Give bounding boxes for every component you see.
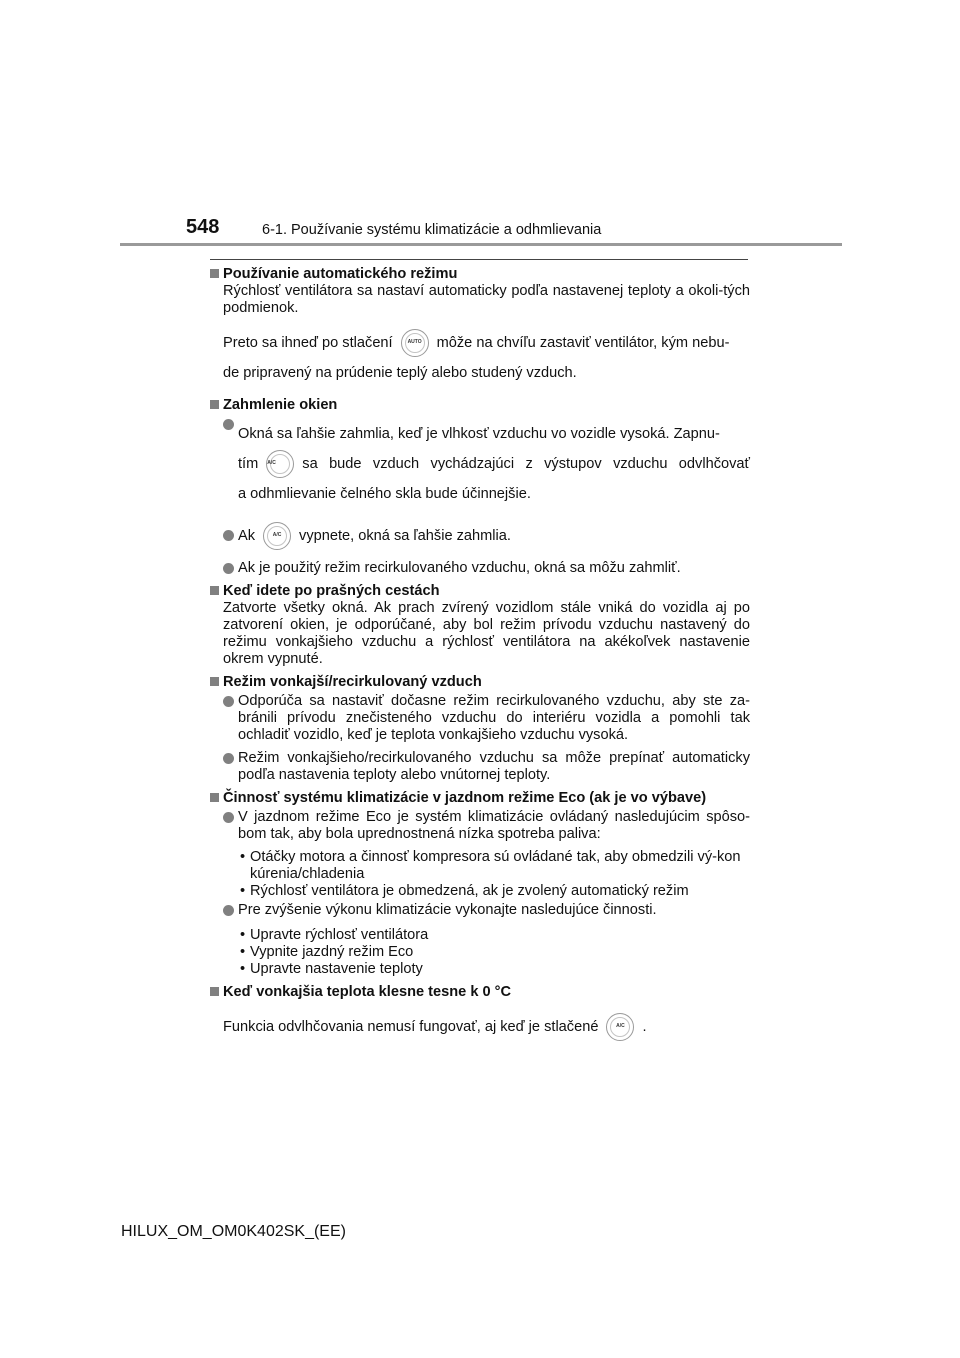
- list-item: [210, 416, 750, 512]
- paragraph-with-icon: [210, 1009, 750, 1045]
- sub-list-item: [210, 944, 750, 961]
- text: Otáčky motora a činnosť kompresora sú ovládané tak, aby obmedzili vý-kon kúrenia/chladenia: [250, 849, 741, 882]
- circle-bullet-icon: [223, 812, 234, 823]
- content-top-rule: [210, 259, 748, 260]
- circle-bullet-icon: [223, 530, 234, 541]
- sub-list-item: [210, 883, 750, 900]
- heading-text: Režim vonkajší/recirkulovaný vzduch: [223, 674, 482, 690]
- heading-dusty-roads: [210, 583, 750, 600]
- icon-label: A/C: [272, 532, 282, 539]
- list-item: [210, 560, 750, 577]
- heading-cold-temperature: [210, 984, 750, 1001]
- text: vypnete, okná sa ľahšie zahmlia.: [299, 528, 511, 544]
- footer-doc-code: HILUX_OM_OM0K402SK_(EE): [121, 1223, 346, 1240]
- header-rule: [120, 243, 842, 246]
- text: Okná sa ľahšie zahmlia, keď je vlhkosť vzduchu vo vozidle vysoká. Zapnu-: [238, 426, 720, 442]
- text: Režim vonkajšieho/recirkulovaného vzduchu sa môže prepínať automaticky podľa nastavenia teploty alebo vnútornej teploty.: [238, 750, 750, 783]
- paragraph: Rýchlosť ventilátora sa nastaví automaticky podľa nastavenej teploty a okoli-tých podmienok.: [223, 283, 750, 316]
- heading-text: Činnosť systému klimatizácie v jazdnom režime Eco (ak je vo výbave): [223, 790, 707, 806]
- circle-bullet-icon: [223, 563, 234, 574]
- square-bullet-icon: [210, 793, 219, 802]
- bullet-mark: •: [240, 961, 246, 977]
- text: tím: [238, 456, 259, 472]
- icon-label: A/C: [267, 460, 276, 467]
- heading-eco-mode: [210, 790, 750, 807]
- list-item: [210, 750, 750, 784]
- heading-air-mode: [210, 674, 750, 691]
- bullet-mark: •: [240, 927, 246, 943]
- icon-label: AUTO: [407, 339, 422, 346]
- text: Upravte nastavenie teploty: [250, 961, 423, 977]
- circle-bullet-icon: [223, 753, 234, 764]
- page-number: 548: [186, 216, 220, 238]
- square-bullet-icon: [210, 586, 219, 595]
- paragraph: de pripravený na prúdenie teplý alebo studený vzduch.: [223, 365, 577, 381]
- list-item: [210, 809, 750, 843]
- list-item: [210, 693, 750, 744]
- section-title: 6-1. Používanie systému klimatizácie a odhmlievania: [262, 222, 602, 238]
- square-bullet-icon: [210, 677, 219, 686]
- text: .: [642, 1019, 647, 1035]
- text: Vypnite jazdný režim Eco: [250, 944, 414, 960]
- sub-list-item: [210, 927, 750, 944]
- ac-button-icon: [266, 450, 294, 478]
- text: Upravte rýchlosť ventilátora: [250, 927, 429, 943]
- content-body: [210, 266, 750, 1045]
- list-item: [210, 902, 750, 919]
- text: V jazdnom režime Eco je systém klimatizácie ovládaný nasledujúcim spôso-bom tak, aby bola uprednostnená nízka spotreba paliva:: [238, 809, 750, 842]
- heading-text: Používanie automatického režimu: [223, 266, 458, 282]
- paragraph: Zatvorte všetky okná. Ak prach zvírený vozidlom stále vniká do vozidla aj po zatvorení okien, je odporúčané, aby bol režim prívodu vzduchu nastavený do režimu vonkajšieho vzduchu a rýchlosť ventilátora na akékoľvek nastavenie okrem vypnuté.: [223, 600, 750, 667]
- sub-list-item: [210, 849, 750, 883]
- square-bullet-icon: [210, 987, 219, 996]
- circle-bullet-icon: [223, 419, 234, 430]
- sub-list-item: [210, 961, 750, 978]
- circle-bullet-icon: [223, 696, 234, 707]
- auto-button-icon: [401, 329, 429, 357]
- square-bullet-icon: [210, 269, 219, 278]
- heading-window-fogging: [210, 397, 750, 414]
- text: sa bude vzduch vychádzajúci z výstupov vzduchu odvlhčovať: [302, 456, 750, 472]
- list-item: [210, 518, 750, 554]
- heading-text: Zahmlenie okien: [223, 397, 338, 413]
- text: Rýchlosť ventilátora je obmedzená, ak je zvolený automatický režim: [250, 883, 689, 899]
- text: Funkcia odvlhčovania nemusí fungovať, aj keď je stlačené: [223, 1019, 599, 1035]
- icon-label: A/C: [616, 1023, 625, 1030]
- heading-auto-mode: [210, 266, 750, 283]
- square-bullet-icon: [210, 400, 219, 409]
- bullet-mark: •: [240, 849, 246, 865]
- text: a odhmlievanie čelného skla bude účinnejšie.: [238, 486, 531, 502]
- bullet-mark: •: [240, 883, 246, 899]
- ac-button-icon: [263, 522, 291, 550]
- bullet-mark: •: [240, 944, 246, 960]
- circle-bullet-icon: [223, 905, 234, 916]
- text: môže na chvíľu zastaviť ventilátor, kým nebu-: [436, 335, 730, 351]
- ac-button-icon: [606, 1013, 634, 1041]
- heading-text: Keď vonkajšia teplota klesne tesne k 0 °C: [223, 984, 512, 1000]
- text: Pre zvýšenie výkonu klimatizácie vykonajte nasledujúce činnosti.: [238, 902, 657, 918]
- heading-text: Keď idete po prašných cestách: [223, 583, 440, 599]
- text: Ak je použitý režim recirkulovaného vzduchu, okná sa môžu zahmliť.: [238, 560, 681, 576]
- text: Preto sa ihneď po stlačení: [223, 335, 393, 351]
- text: Odporúča sa nastaviť dočasne režim recirkulovaného vzduchu, aby ste za-bránili prívodu znečisteného vzduchu do interiéru vozidla a pomohli tak ochladiť vozidlo, keď je teplota vonkajšieho vzduchu vysoká.: [238, 693, 750, 743]
- text: Ak: [238, 528, 256, 544]
